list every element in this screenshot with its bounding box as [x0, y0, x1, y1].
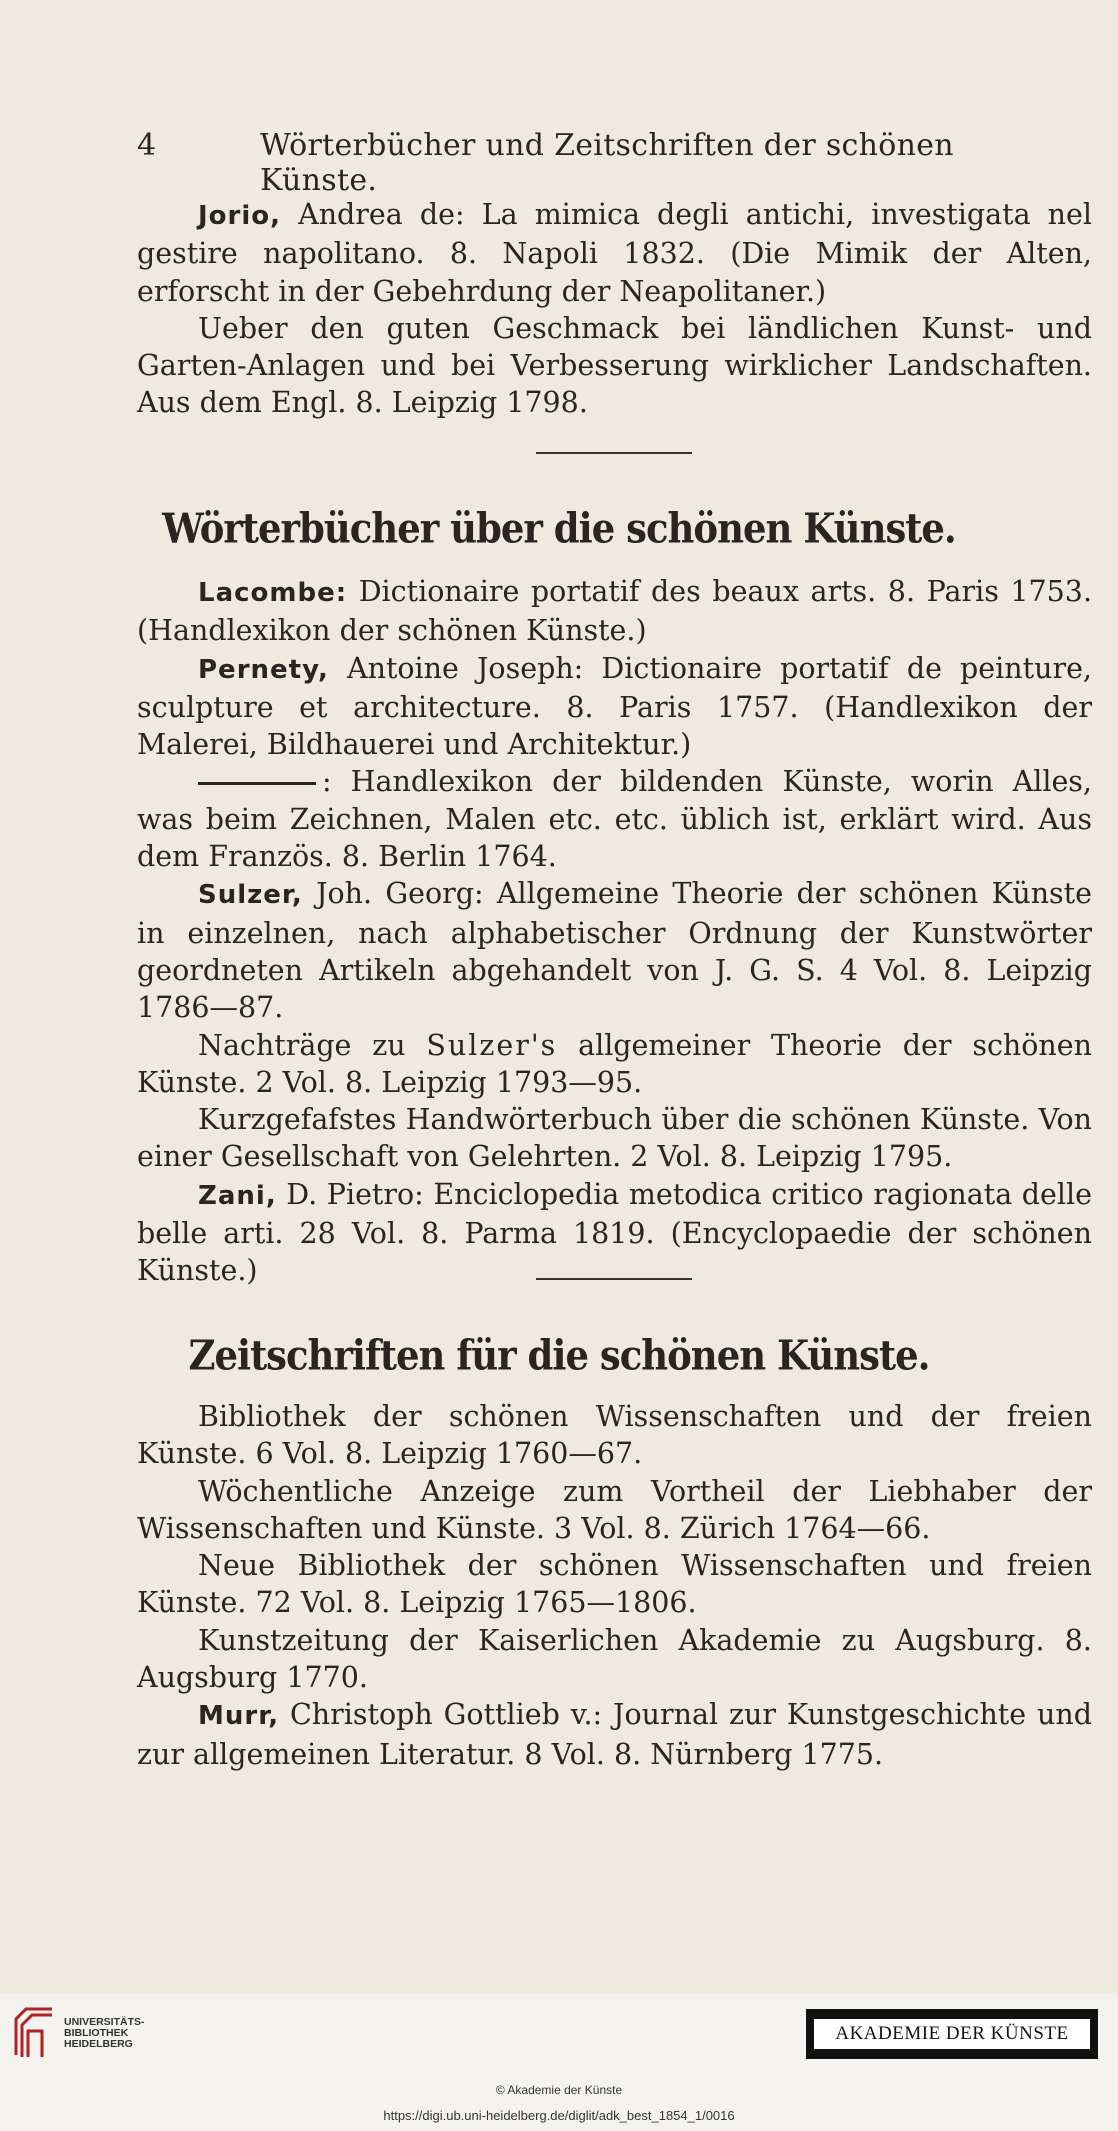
permalink-url[interactable]: https://digi.ub.uni-heidelberg.de/diglit/adk_best_1854_1/0016 — [383, 2108, 735, 2123]
entry-murr: Murr, Christoph Gottlieb v.: Journal zur Kunstgeschichte und zur allgemeinen Literatur. 8 Vol. 8. Nürnberg 1775. — [137, 1698, 1092, 1771]
intro-entries — [137, 196, 1092, 422]
ub-heidelberg-logo[interactable] — [12, 2005, 145, 2061]
ub-logo-icon — [12, 2005, 58, 2061]
separator-rule — [536, 452, 692, 454]
ditto-dash — [198, 782, 316, 785]
woerterbuecher-entries — [137, 573, 1092, 1290]
section-title-zeitschriften: Zeitschriften für die schönen Künste. — [188, 1330, 930, 1380]
entry-lacombe: Lacombe: Dictionaire portatif des beaux arts. 8. Paris 1753. (Handlexikon der schönen Künste.) — [137, 575, 1092, 648]
section-title-woerterbuecher: Wörterbücher über die schönen Künste. — [162, 503, 956, 553]
entry-bibliothek: Bibliothek der schönen Wissenschaften und der freien Künste. 6 Vol. 8. Leipzig 1760—67. — [137, 1400, 1092, 1471]
zeitschriften-entries — [137, 1398, 1092, 1773]
entry-handlexikon: : Handlexikon der bildenden Künste, worin Alles, was beim Zeichnen, Malen etc. etc. üblich ist, erklärt wird. Aus dem Französ. 8. Berlin 1764. — [137, 765, 1092, 874]
entry-sulzer: Sulzer, Joh. Georg: Allgemeine Theorie der schönen Künste in einzelnen, nach alphabetischer Ordnung der Kunstwörter geordneten Artikeln abgehandelt von J. G. S. 4 Vol. 8. Leipzig 1786—87. — [137, 877, 1092, 1025]
entry-handwoerterbuch: Kurzgefafstes Handwörterbuch über die schönen Künste. Von einer Gesellschaft von Gelehrten. 2 Vol. 8. Leipzig 1795. — [137, 1103, 1092, 1174]
entry-zani: Zani, D. Pietro: Enciclopedia metodica critico ragionata delle belle arti. 28 Vol. 8. Parma 1819. (Encyclopaedie der schönen Künste.) — [137, 1177, 1092, 1288]
logo-text: UNIVERSITÄTS- BIBLIOTHEK HEIDELBERG — [64, 2016, 145, 2050]
entry-kunstzeitung: Kunstzeitung der Kaiserlichen Akademie zu Augsburg. 8. Augsburg 1770. — [137, 1623, 1092, 1695]
entry-jorio: Jorio, Andrea de: La mimica degli antichi, investigata nel gestire napolitano. 8. Napoli 1832. (Die Mimik der Alten, erforscht in der Gebehrdung der Neapolitaner.) — [137, 198, 1092, 308]
entry-neue-bibliothek: Neue Bibliothek der schönen Wissenschaften und freien Künste. 72 Vol. 8. Leipzig 1765—1806. — [137, 1549, 1092, 1620]
copyright-notice: © Akademie der Künste — [495, 2083, 623, 2097]
separator-rule — [536, 1278, 692, 1280]
entry-geschmack: Ueber den guten Geschmack bei ländlichen Kunst- und Garten-Anlagen und bei Verbesserung wirklicher Landschaften. Aus dem Engl. 8. Leipzig 1798. — [137, 311, 1092, 420]
akademie-label: AKADEMIE DER KÜNSTE — [814, 2019, 1090, 2049]
entry-anzeige: Wöchentliche Anzeige zum Vortheil der Liebhaber der Wissenschaften und Künste. 3 Vol. 8. Zürich 1764—66. — [137, 1474, 1092, 1545]
running-title: Wörterbücher und Zeitschriften der schönen Künste. — [260, 128, 954, 198]
page-number: 4 — [137, 128, 157, 163]
entry-nachtraege: Nachträge zu Sulzer's allgemeiner Theorie der schönen Künste. 2 Vol. 8. Leipzig 1793—95. — [137, 1028, 1092, 1099]
entry-pernety: Pernety, Antoine Joseph: Dictionaire portatif de peinture, sculpture et architecture. 8. Paris 1757. (Handlexikon der Malerei, Bildhauerei und Architektur.) — [137, 651, 1092, 762]
akademie-logo[interactable] — [806, 2009, 1098, 2059]
